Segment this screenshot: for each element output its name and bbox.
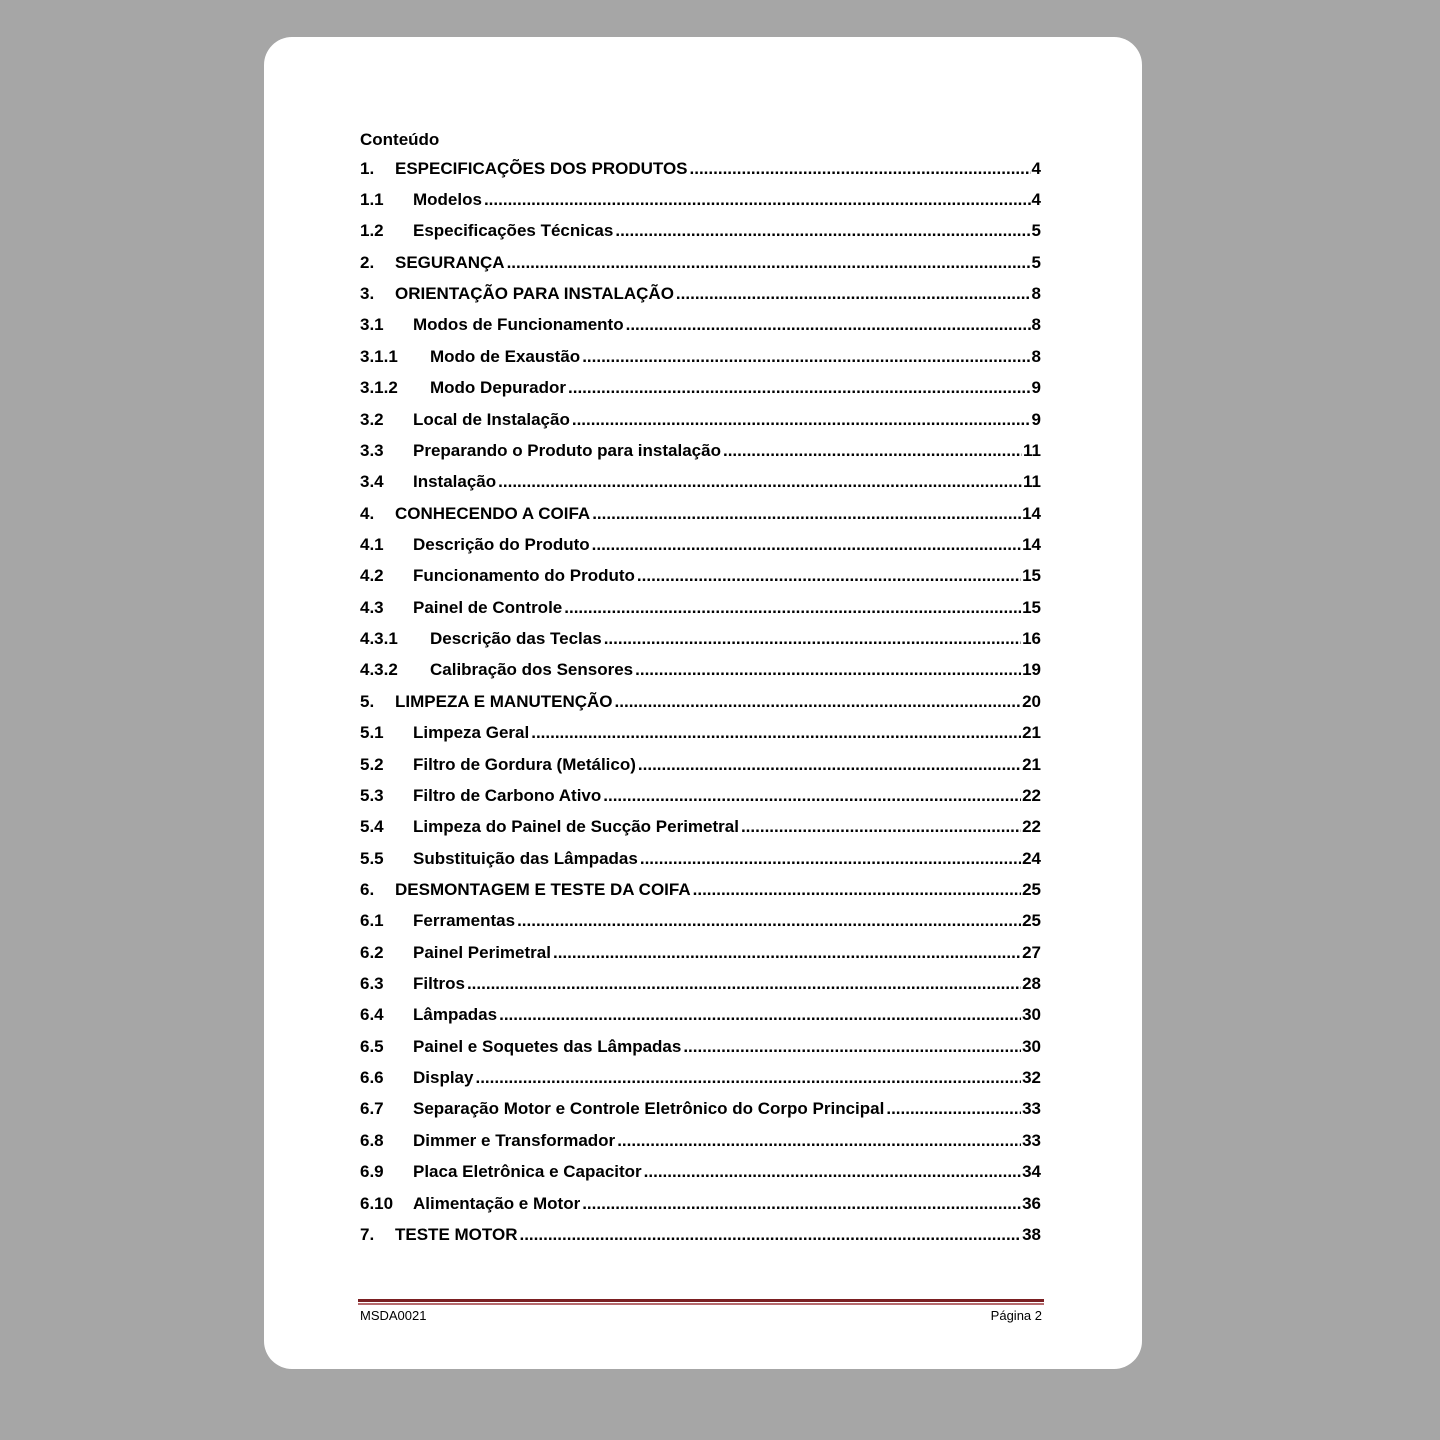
toc-entry[interactable] xyxy=(360,874,1041,905)
toc-entry-number: 6.8 xyxy=(360,1130,384,1150)
toc-entry[interactable] xyxy=(360,341,1041,372)
toc-entry[interactable] xyxy=(360,623,1041,654)
toc-dot-leader xyxy=(519,1225,1021,1245)
table-of-contents xyxy=(360,153,1041,1251)
toc-entry-title: Painel e Soquetes das Lâmpadas xyxy=(413,1036,682,1056)
toc-entry[interactable] xyxy=(360,1062,1041,1093)
toc-entry-title: Painel de Controle xyxy=(413,597,563,617)
toc-entry[interactable] xyxy=(360,717,1041,748)
toc-entry-page: 8 xyxy=(1031,284,1041,304)
toc-dot-leader xyxy=(638,755,1021,775)
toc-entry-page: 5 xyxy=(1031,252,1041,272)
toc-entry-number: 5.5 xyxy=(360,848,384,868)
toc-entry[interactable] xyxy=(360,655,1041,686)
toc-entry[interactable] xyxy=(360,592,1041,623)
toc-dot-leader xyxy=(693,880,1021,900)
toc-dot-leader xyxy=(635,660,1021,680)
toc-dot-leader xyxy=(683,1037,1021,1057)
toc-entry[interactable] xyxy=(360,278,1041,309)
toc-entry[interactable] xyxy=(360,373,1041,404)
toc-entry-title: Descrição do Produto xyxy=(413,534,590,554)
toc-entry[interactable] xyxy=(360,1157,1041,1188)
toc-entry-page: 8 xyxy=(1031,315,1041,335)
toc-entry-page: 25 xyxy=(1022,879,1041,899)
toc-entry-number: 5.3 xyxy=(360,785,384,805)
toc-entry-page: 19 xyxy=(1022,660,1041,680)
toc-entry-page: 33 xyxy=(1022,1099,1041,1119)
toc-entry-page: 22 xyxy=(1022,785,1041,805)
toc-dot-leader xyxy=(723,441,1022,461)
toc-entry-number: 6.1 xyxy=(360,911,384,931)
toc-dot-leader xyxy=(592,504,1021,524)
toc-entry-page: 9 xyxy=(1031,378,1041,398)
toc-entry-title: Preparando o Produto para instalação xyxy=(413,440,721,460)
toc-dot-leader xyxy=(640,849,1021,869)
toc-entry-title: Dimmer e Transformador xyxy=(413,1130,616,1150)
toc-entry-page: 11 xyxy=(1023,440,1041,460)
toc-entry-number: 6.2 xyxy=(360,942,384,962)
toc-dot-leader xyxy=(626,315,1031,335)
toc-entry-number: 3. xyxy=(360,284,375,304)
toc-entry[interactable] xyxy=(360,906,1041,937)
toc-dot-leader xyxy=(467,974,1021,994)
toc-entry-title: Painel Perimetral xyxy=(413,942,551,962)
toc-entry-title: Display xyxy=(413,1068,474,1088)
toc-entry-page: 22 xyxy=(1022,817,1041,837)
toc-entry-number: 4.1 xyxy=(360,534,384,554)
toc-entry[interactable] xyxy=(360,561,1041,592)
toc-entry-title: Funcionamento do Produto xyxy=(413,566,635,586)
toc-entry[interactable] xyxy=(360,404,1041,435)
toc-entry-page: 30 xyxy=(1022,1005,1041,1025)
toc-entry-number: 6.6 xyxy=(360,1068,384,1088)
toc-entry-page: 11 xyxy=(1023,472,1041,492)
toc-entry[interactable] xyxy=(360,216,1041,247)
toc-entry-title: Especificações Técnicas xyxy=(413,221,614,241)
footer-doc-code: MSDA0021 xyxy=(360,1308,427,1323)
toc-dot-leader xyxy=(553,943,1021,963)
toc-entry[interactable] xyxy=(360,686,1041,717)
toc-dot-leader xyxy=(531,723,1021,743)
toc-entry[interactable] xyxy=(360,968,1041,999)
toc-entry[interactable] xyxy=(360,1188,1041,1219)
toc-entry[interactable] xyxy=(360,467,1041,498)
toc-entry-page: 38 xyxy=(1022,1224,1041,1244)
toc-dot-leader xyxy=(615,221,1030,241)
toc-entry-page: 4 xyxy=(1031,158,1041,178)
toc-entry-number: 4. xyxy=(360,503,375,523)
toc-dot-leader xyxy=(886,1099,1021,1119)
toc-heading: Conteúdo xyxy=(360,130,440,149)
toc-dot-leader xyxy=(572,410,1031,430)
toc-entry-page: 15 xyxy=(1022,566,1041,586)
toc-entry-page: 8 xyxy=(1031,346,1041,366)
toc-entry-title: Modelos xyxy=(413,190,482,210)
toc-entry-page: 25 xyxy=(1022,911,1041,931)
toc-entry-number: 5.1 xyxy=(360,723,384,743)
toc-entry-page: 34 xyxy=(1022,1162,1041,1182)
toc-entry-title: Modo de Exaustão xyxy=(430,346,581,366)
toc-dot-leader xyxy=(484,190,1031,210)
toc-dot-leader xyxy=(676,284,1031,304)
toc-entry-title: Limpeza Geral xyxy=(413,723,530,743)
toc-entry-title: ESPECIFICAÇÕES DOS PRODUTOS xyxy=(395,158,688,178)
toc-entry[interactable] xyxy=(360,1031,1041,1062)
toc-dot-leader xyxy=(617,1131,1021,1151)
toc-dot-leader xyxy=(637,566,1021,586)
toc-entry[interactable] xyxy=(360,435,1041,466)
footer-page-number: Página 2 xyxy=(990,1308,1042,1323)
toc-entry[interactable] xyxy=(360,843,1041,874)
toc-entry-title: Lâmpadas xyxy=(413,1005,498,1025)
toc-dot-leader xyxy=(475,1068,1021,1088)
toc-entry-page: 24 xyxy=(1022,848,1041,868)
toc-entry-title: SEGURANÇA xyxy=(395,252,505,272)
toc-dot-leader xyxy=(644,1162,1021,1182)
toc-entry-page: 28 xyxy=(1022,974,1041,994)
toc-dot-leader xyxy=(592,535,1021,555)
toc-entry-title: LIMPEZA E MANUTENÇÃO xyxy=(395,691,613,711)
toc-entry-number: 4.3 xyxy=(360,597,384,617)
toc-entry-number: 2. xyxy=(360,252,375,272)
toc-entry-number: 1. xyxy=(360,158,375,178)
toc-dot-leader xyxy=(498,472,1022,492)
toc-entry-title: Filtro de Gordura (Metálico) xyxy=(413,754,636,774)
footer-divider xyxy=(358,1299,1044,1305)
toc-entry-number: 3.2 xyxy=(360,409,384,429)
toc-entry-title: CONHECENDO A COIFA xyxy=(395,503,591,523)
toc-entry-page: 9 xyxy=(1031,409,1041,429)
toc-entry[interactable] xyxy=(360,1000,1041,1031)
toc-entry-number: 6. xyxy=(360,879,375,899)
toc-entry-page: 4 xyxy=(1031,190,1041,210)
toc-entry[interactable] xyxy=(360,1219,1041,1250)
toc-entry-number: 4.3.2 xyxy=(360,660,398,680)
toc-dot-leader xyxy=(690,159,1031,179)
toc-entry-title: Descrição das Teclas xyxy=(430,629,602,649)
toc-entry-title: Instalação xyxy=(413,472,497,492)
toc-entry-page: 16 xyxy=(1022,629,1041,649)
toc-entry-number: 3.3 xyxy=(360,440,384,460)
toc-entry-number: 6.7 xyxy=(360,1099,384,1119)
toc-entry-title: ORIENTAÇÃO PARA INSTALAÇÃO xyxy=(395,284,674,304)
toc-dot-leader xyxy=(564,598,1021,618)
toc-entry[interactable] xyxy=(360,749,1041,780)
toc-entry-title: Substituição das Lâmpadas xyxy=(413,848,638,868)
toc-entry-number: 4.2 xyxy=(360,566,384,586)
toc-entry-title: Separação Motor e Controle Eletrônico do Corpo Principal xyxy=(413,1099,885,1119)
toc-dot-leader xyxy=(507,253,1031,273)
toc-entry-number: 7. xyxy=(360,1224,375,1244)
toc-entry-page: 20 xyxy=(1022,691,1041,711)
toc-entry-number: 6.5 xyxy=(360,1036,384,1056)
toc-entry-number: 6.4 xyxy=(360,1005,384,1025)
toc-entry-title: Modos de Funcionamento xyxy=(413,315,624,335)
toc-entry-number: 4.3.1 xyxy=(360,629,398,649)
toc-entry-number: 5. xyxy=(360,691,375,711)
toc-entry-page: 14 xyxy=(1022,503,1041,523)
toc-entry-title: Calibração dos Sensores xyxy=(430,660,634,680)
document-page xyxy=(264,37,1142,1369)
toc-entry-number: 1.1 xyxy=(360,190,384,210)
toc-entry[interactable] xyxy=(360,1125,1041,1156)
toc-entry-number: 6.3 xyxy=(360,974,384,994)
toc-entry-number: 5.2 xyxy=(360,754,384,774)
toc-entry-page: 21 xyxy=(1022,723,1041,743)
toc-entry-title: Modo Depurador xyxy=(430,378,566,398)
toc-entry-page: 15 xyxy=(1022,597,1041,617)
toc-entry-page: 21 xyxy=(1022,754,1041,774)
toc-dot-leader xyxy=(615,692,1022,712)
toc-entry-page: 14 xyxy=(1022,534,1041,554)
toc-dot-leader xyxy=(741,817,1021,837)
toc-entry-page: 36 xyxy=(1022,1193,1041,1213)
toc-entry-page: 27 xyxy=(1022,942,1041,962)
toc-entry-title: TESTE MOTOR xyxy=(395,1224,518,1244)
toc-entry-number: 3.1.2 xyxy=(360,378,398,398)
toc-entry[interactable] xyxy=(360,780,1041,811)
toc-entry-title: Limpeza do Painel de Sucção Perimetral xyxy=(413,817,739,837)
toc-entry-title: DESMONTAGEM E TESTE DA COIFA xyxy=(395,879,691,899)
toc-entry-title: Ferramentas xyxy=(413,911,516,931)
toc-entry[interactable] xyxy=(360,529,1041,560)
toc-entry-number: 3.1.1 xyxy=(360,346,398,366)
toc-entry-number: 6.10 xyxy=(360,1193,394,1213)
toc-entry[interactable] xyxy=(360,247,1041,278)
toc-entry[interactable] xyxy=(360,1094,1041,1125)
toc-dot-leader xyxy=(568,378,1031,398)
toc-entry-number: 5.4 xyxy=(360,817,384,837)
toc-dot-leader xyxy=(582,347,1030,367)
toc-dot-leader xyxy=(582,1194,1021,1214)
toc-entry-title: Filtros xyxy=(413,974,465,994)
toc-entry-page: 5 xyxy=(1031,221,1041,241)
toc-entry[interactable] xyxy=(360,184,1041,215)
toc-entry-number: 3.4 xyxy=(360,472,384,492)
toc-entry[interactable] xyxy=(360,812,1041,843)
toc-entry-title: Local de Instalação xyxy=(413,409,570,429)
toc-entry-title: Alimentação e Motor xyxy=(413,1193,581,1213)
toc-entry-title: Filtro de Carbono Ativo xyxy=(413,785,602,805)
toc-entry-page: 32 xyxy=(1022,1068,1041,1088)
toc-dot-leader xyxy=(603,786,1021,806)
toc-entry[interactable] xyxy=(360,937,1041,968)
toc-entry[interactable] xyxy=(360,153,1041,184)
toc-entry[interactable] xyxy=(360,310,1041,341)
toc-dot-leader xyxy=(517,911,1021,931)
toc-entry-page: 33 xyxy=(1022,1130,1041,1150)
toc-entry-title: Placa Eletrônica e Capacitor xyxy=(413,1162,642,1182)
toc-entry-number: 3.1 xyxy=(360,315,384,335)
toc-dot-leader xyxy=(604,629,1021,649)
toc-dot-leader xyxy=(499,1005,1021,1025)
toc-entry-page: 30 xyxy=(1022,1036,1041,1056)
toc-entry-number: 1.2 xyxy=(360,221,384,241)
toc-entry[interactable] xyxy=(360,498,1041,529)
toc-entry-number: 6.9 xyxy=(360,1162,384,1182)
